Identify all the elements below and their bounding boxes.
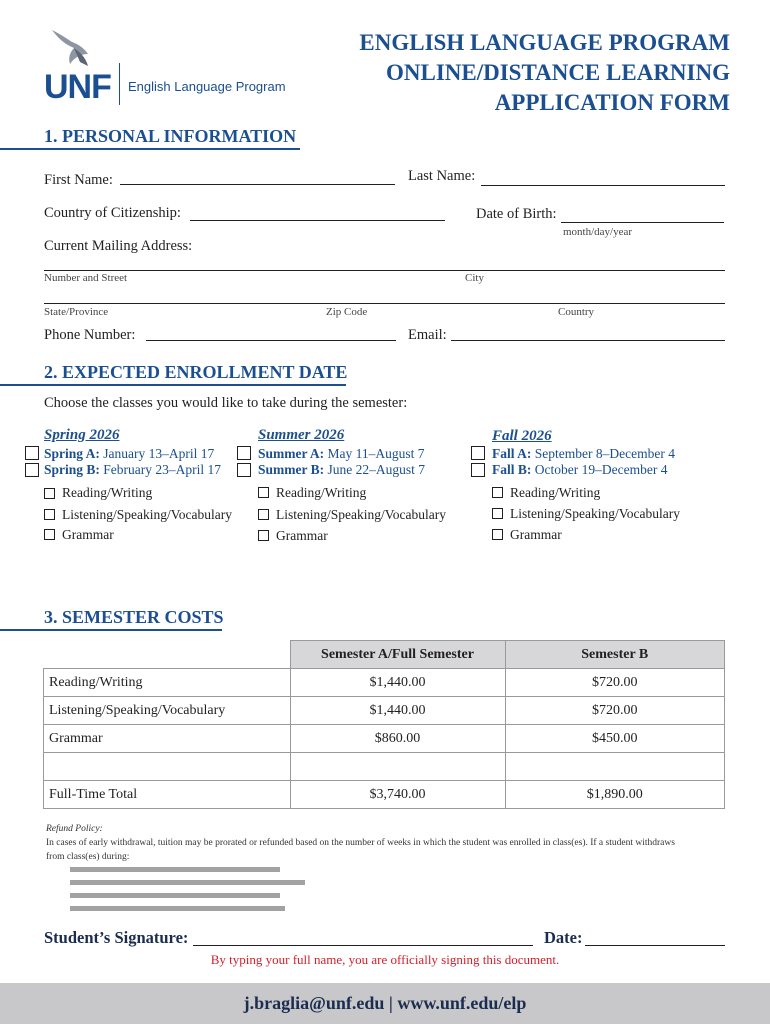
fall-b-row [492,462,667,478]
first-name-label: First Name: [44,172,113,188]
spring-b-checkbox[interactable] [25,463,39,477]
signature-label: Student’s Signature: [44,928,189,947]
fall-grammar-checkbox[interactable] [492,529,503,540]
section-2-heading: 2. EXPECTED ENROLLMENT DATE [44,362,348,382]
section-1-rule [0,148,300,150]
fall-reading-label: Reading/Writing [510,485,601,500]
last-name-label: Last Name: [408,168,476,184]
dob-label: Date of Birth: [476,206,557,222]
spring-listening-checkbox[interactable] [44,509,55,520]
row-name: Full-Time Total [44,781,291,809]
signature-field[interactable] [193,945,533,946]
spring-a-checkbox[interactable] [25,446,39,460]
city-label: City [465,272,484,284]
dob-hint: month/day/year [563,226,633,238]
summer-grammar-label: Grammar [276,528,328,543]
row-name [44,753,291,781]
summer-b-row [258,462,425,478]
table-row [44,669,725,697]
dob-field[interactable] [561,222,724,223]
address-line-1-field[interactable] [44,270,725,271]
title-line-1: ENGLISH LANGUAGE PROGRAM [359,30,730,55]
email-field[interactable] [451,340,725,341]
logo-mark: UNF [44,68,111,106]
summer-a-label: Summer A: [258,446,325,461]
row-cost-b: $720.00 [505,669,725,697]
row-cost-a: $3,740.00 [290,781,505,809]
fall-listening-checkbox[interactable] [492,508,503,519]
row-name: Listening/Speaking/Vocabulary [44,697,291,725]
title-line-2: ONLINE/DISTANCE LEARNING [385,60,730,85]
summer-a-dates: May 11–August 7 [327,446,425,461]
fall-a-dates: September 8–December 4 [534,446,675,461]
spring-a-row [44,446,214,462]
enrollment-intro: Choose the classes you would like to take during the semester: [44,395,408,411]
section-3-heading: 3. SEMESTER COSTS [44,607,224,627]
term-fall-heading: Fall 2026 [492,428,552,444]
fall-grammar-label: Grammar [510,527,562,542]
spring-reading-label: Reading/Writing [62,485,153,500]
section-3-rule [0,629,222,631]
refund-text-2: from class(es) during: [46,852,130,862]
table-row [44,725,725,753]
country-label: Country [558,306,595,318]
table-row [44,697,725,725]
fall-listening-label: Listening/Speaking/Vocabulary [510,506,680,521]
footer-contact: j.braglia@unf.edu | www.unf.edu/elp [0,983,770,1024]
spring-grammar-checkbox[interactable] [44,529,55,540]
summer-a-row [258,446,425,462]
date-field[interactable] [585,945,725,946]
table-header-row [44,641,725,669]
spring-b-row [44,462,221,478]
summer-a-checkbox[interactable] [237,446,251,460]
form-title [359,28,730,118]
phone-label: Phone Number: [44,327,136,343]
table-row [44,781,725,809]
row-name: Grammar [44,725,291,753]
refund-text-1: In cases of early withdrawal, tuition may be prorated or refunded based on the number of weeks in which the student was enrolled in class(es). If a student withdraws [46,838,675,848]
unf-logo [44,28,304,108]
date-label: Date: [544,928,583,947]
summer-reading-checkbox[interactable] [258,487,269,498]
term-summer-heading: Summer 2026 [258,427,345,443]
fall-b-checkbox[interactable] [471,463,485,477]
table-row [44,753,725,781]
signature-note: By typing your full name, you are officially signing this document. [210,952,560,967]
fall-a-label: Fall A: [492,446,532,461]
row-cost-a [290,753,505,781]
summer-reading-label: Reading/Writing [276,485,367,500]
logo-divider [119,63,120,105]
fall-b-dates: October 19–December 4 [534,462,668,477]
spring-a-dates: January 13–April 17 [103,446,215,461]
title-line-3: APPLICATION FORM [494,90,730,115]
email-label: Email: [408,327,447,343]
refund-title: Refund Policy: [46,824,103,834]
country-citizenship-field[interactable] [190,220,445,221]
costs-table [43,640,725,809]
summer-b-checkbox[interactable] [237,463,251,477]
fall-b-label: Fall B: [492,462,532,477]
phone-field[interactable] [146,340,396,341]
last-name-field[interactable] [481,185,725,186]
spring-b-label: Spring B: [44,462,100,477]
row-cost-b: $720.00 [505,697,725,725]
fall-a-row [492,446,675,462]
row-cost-a: $1,440.00 [290,669,505,697]
state-label: State/Province [44,306,109,318]
row-cost-b: $450.00 [505,725,725,753]
summer-listening-label: Listening/Speaking/Vocabulary [276,507,446,522]
zip-label: Zip Code [326,306,368,318]
term-spring-heading: Spring 2026 [44,427,120,443]
logo-text: English Language Program [128,79,286,94]
col-semester-b: Semester B [505,641,725,669]
row-name: Reading/Writing [44,669,291,697]
row-cost-a: $1,440.00 [290,697,505,725]
spring-b-dates: February 23–April 17 [103,462,222,477]
row-cost-b [505,753,725,781]
spring-grammar-label: Grammar [62,527,114,542]
refund-schedule-garbled [70,864,310,916]
spring-a-label: Spring A: [44,446,100,461]
summer-b-dates: June 22–August 7 [327,462,425,477]
fall-a-checkbox[interactable] [471,446,485,460]
number-street-label: Number and Street [44,272,128,284]
first-name-field[interactable] [120,184,395,185]
fall-reading-checkbox[interactable] [492,487,503,498]
address-line-2-field[interactable] [44,303,725,304]
section-2-rule [0,384,346,386]
row-cost-b: $1,890.00 [505,781,725,809]
country-citizenship-label: Country of Citizenship: [44,205,181,221]
summer-grammar-checkbox[interactable] [258,530,269,541]
spring-reading-checkbox[interactable] [44,488,55,499]
summer-listening-checkbox[interactable] [258,509,269,520]
row-cost-a: $860.00 [290,725,505,753]
spring-listening-label: Listening/Speaking/Vocabulary [62,507,232,522]
mailing-address-label: Current Mailing Address: [44,238,193,254]
summer-b-label: Summer B: [258,462,325,477]
table-corner [44,641,291,669]
col-semester-a: Semester A/Full Semester [290,641,505,669]
section-1-heading: 1. PERSONAL INFORMATION [44,126,297,146]
